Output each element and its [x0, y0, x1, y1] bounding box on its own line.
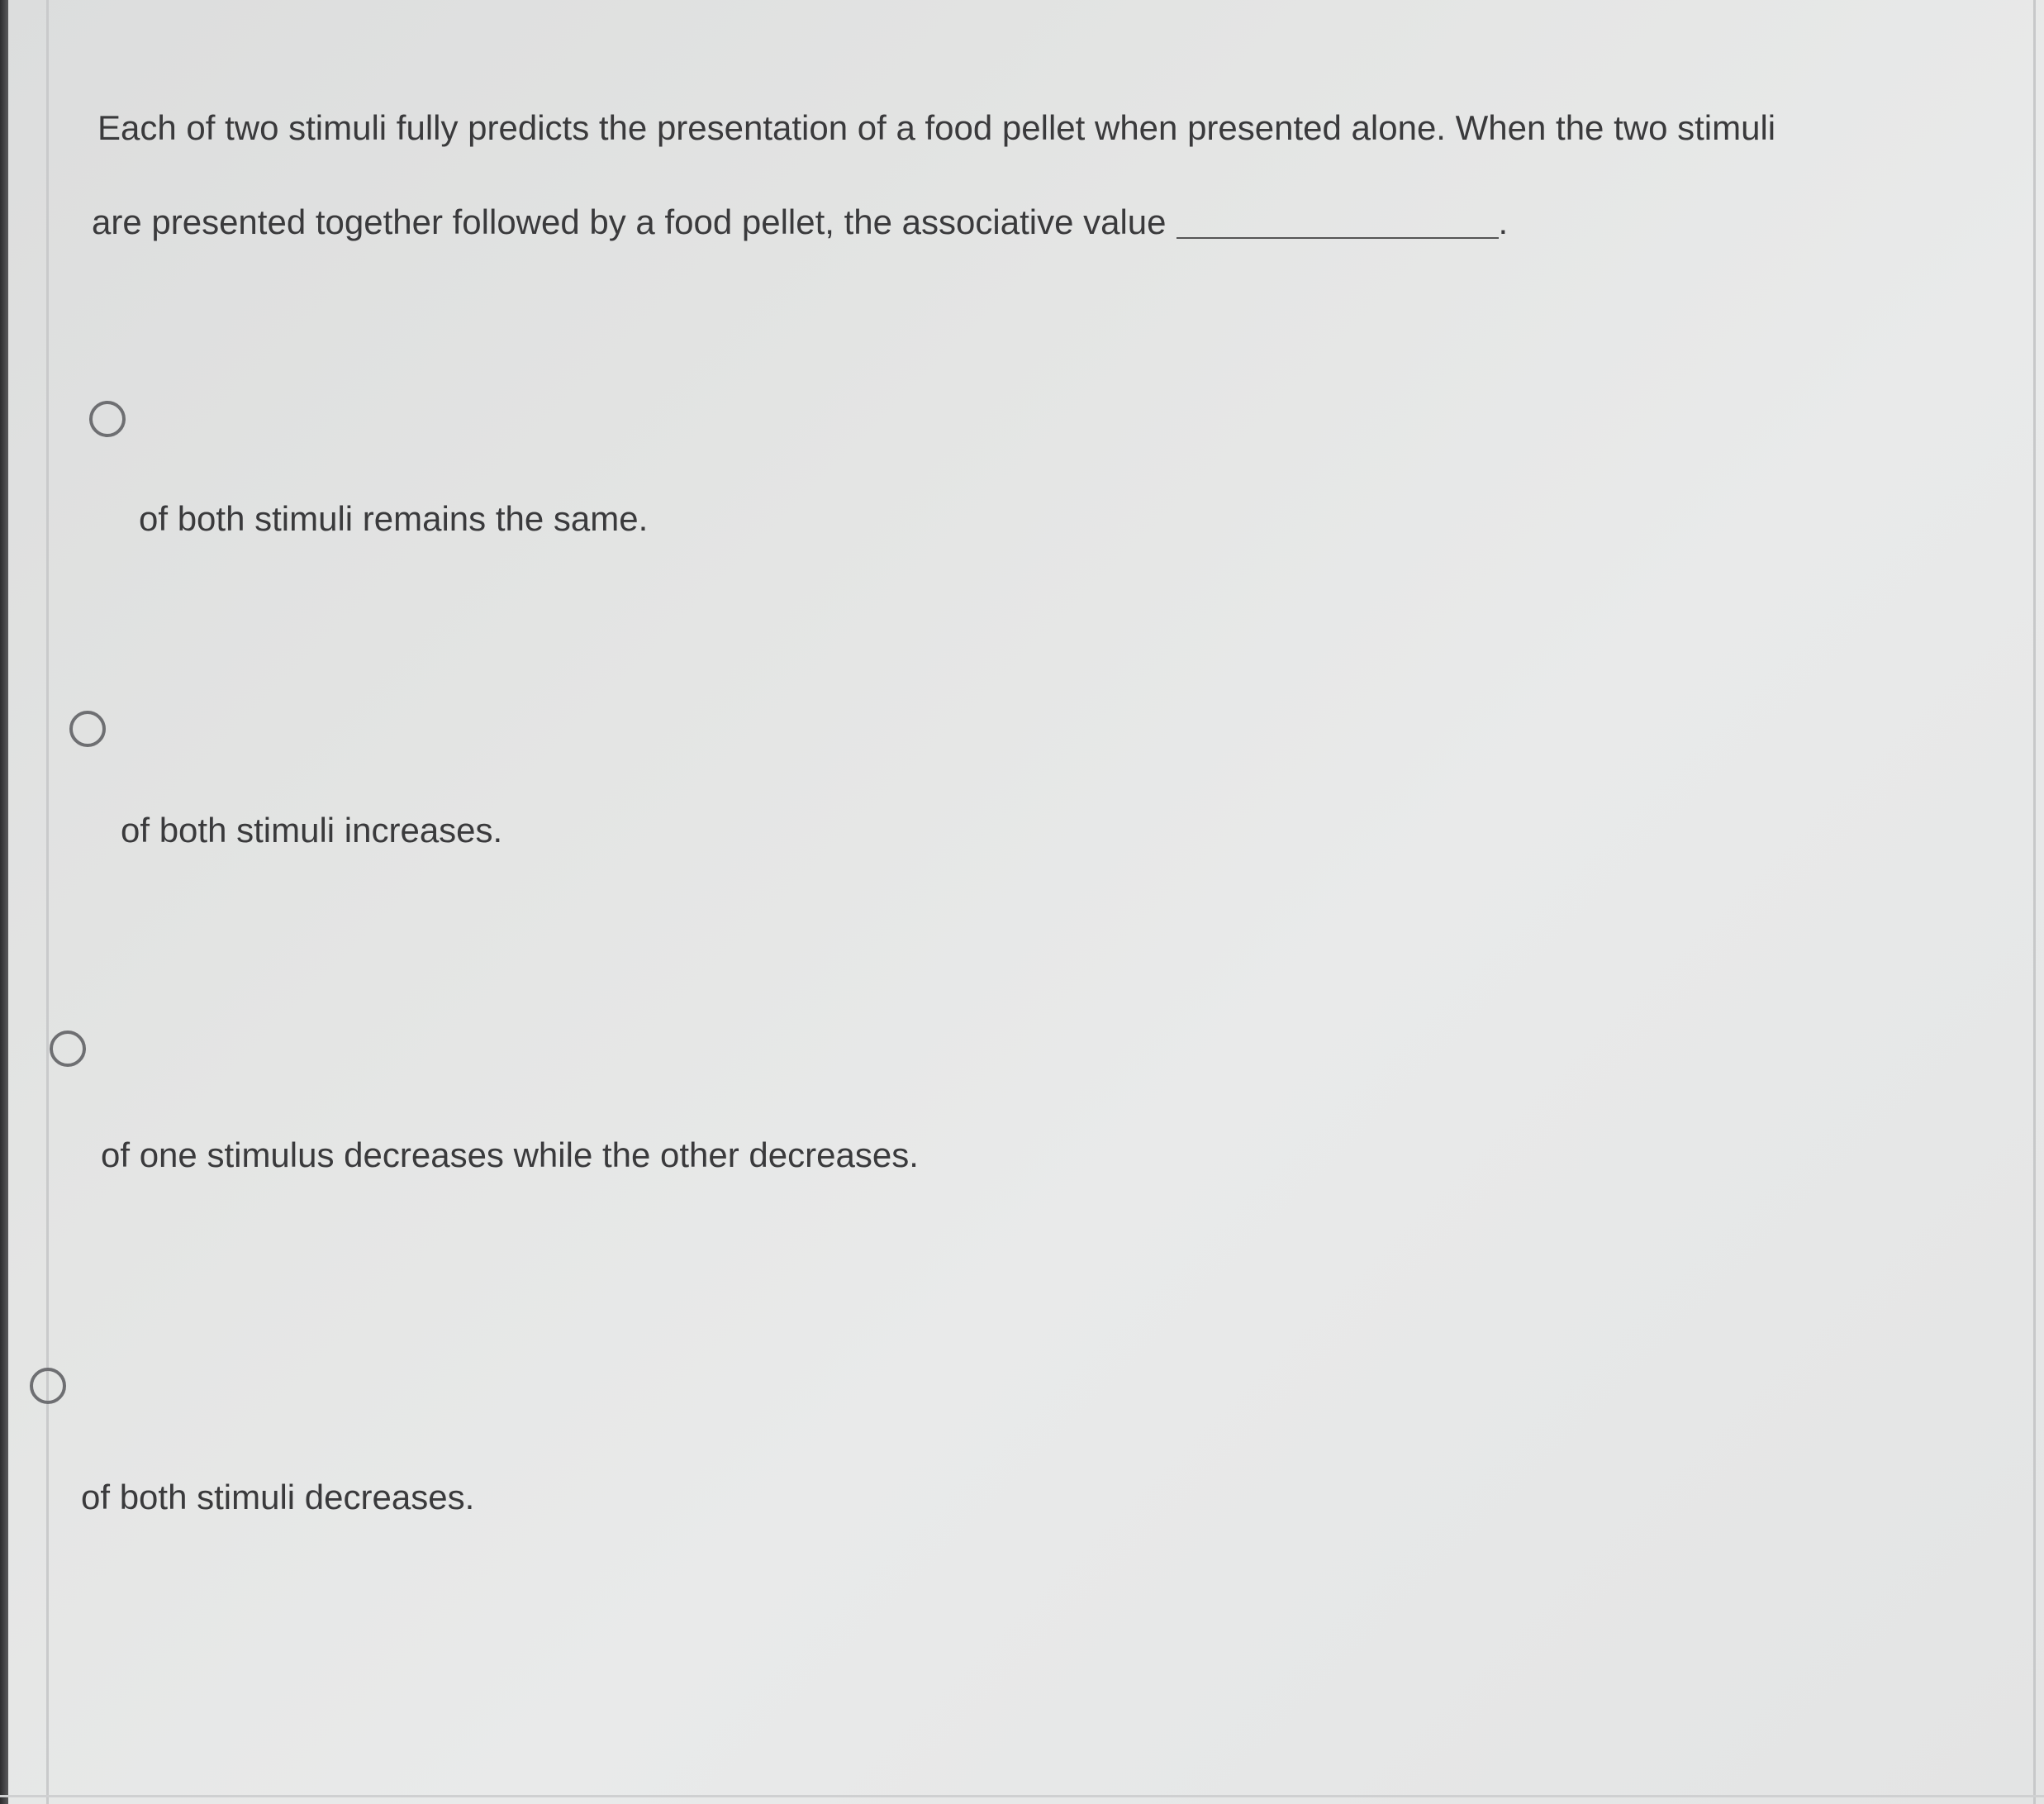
option-2-label[interactable]: of both stimuli increases. — [121, 811, 503, 850]
question-text-line-1: Each of two stimuli fully predicts the presentation of a food pellet when presented alone. When the two stimuli — [97, 108, 1776, 147]
option-1-label[interactable]: of both stimuli remains the same. — [139, 499, 649, 538]
option-3-label[interactable]: of one stimulus decreases while the other decreases. — [101, 1135, 919, 1174]
page-border-bottom — [0, 1795, 2044, 1797]
screen-bezel — [0, 0, 8, 1804]
answer-blank — [1176, 217, 1499, 239]
option-4-label[interactable]: of both stimuli decreases. — [81, 1478, 475, 1516]
radio-option-3[interactable] — [50, 1031, 86, 1067]
page-border-left — [46, 0, 49, 1804]
question-text-line-2-content: are presented together followed by a food pellet, the associative value — [92, 202, 1167, 241]
radio-option-2[interactable] — [69, 711, 106, 747]
page-border-right — [2033, 0, 2036, 1804]
radio-option-4[interactable] — [30, 1368, 66, 1404]
question-text-line-2 — [92, 202, 1508, 243]
radio-option-1[interactable] — [89, 401, 126, 437]
question-end-punctuation: . — [1498, 202, 1509, 241]
